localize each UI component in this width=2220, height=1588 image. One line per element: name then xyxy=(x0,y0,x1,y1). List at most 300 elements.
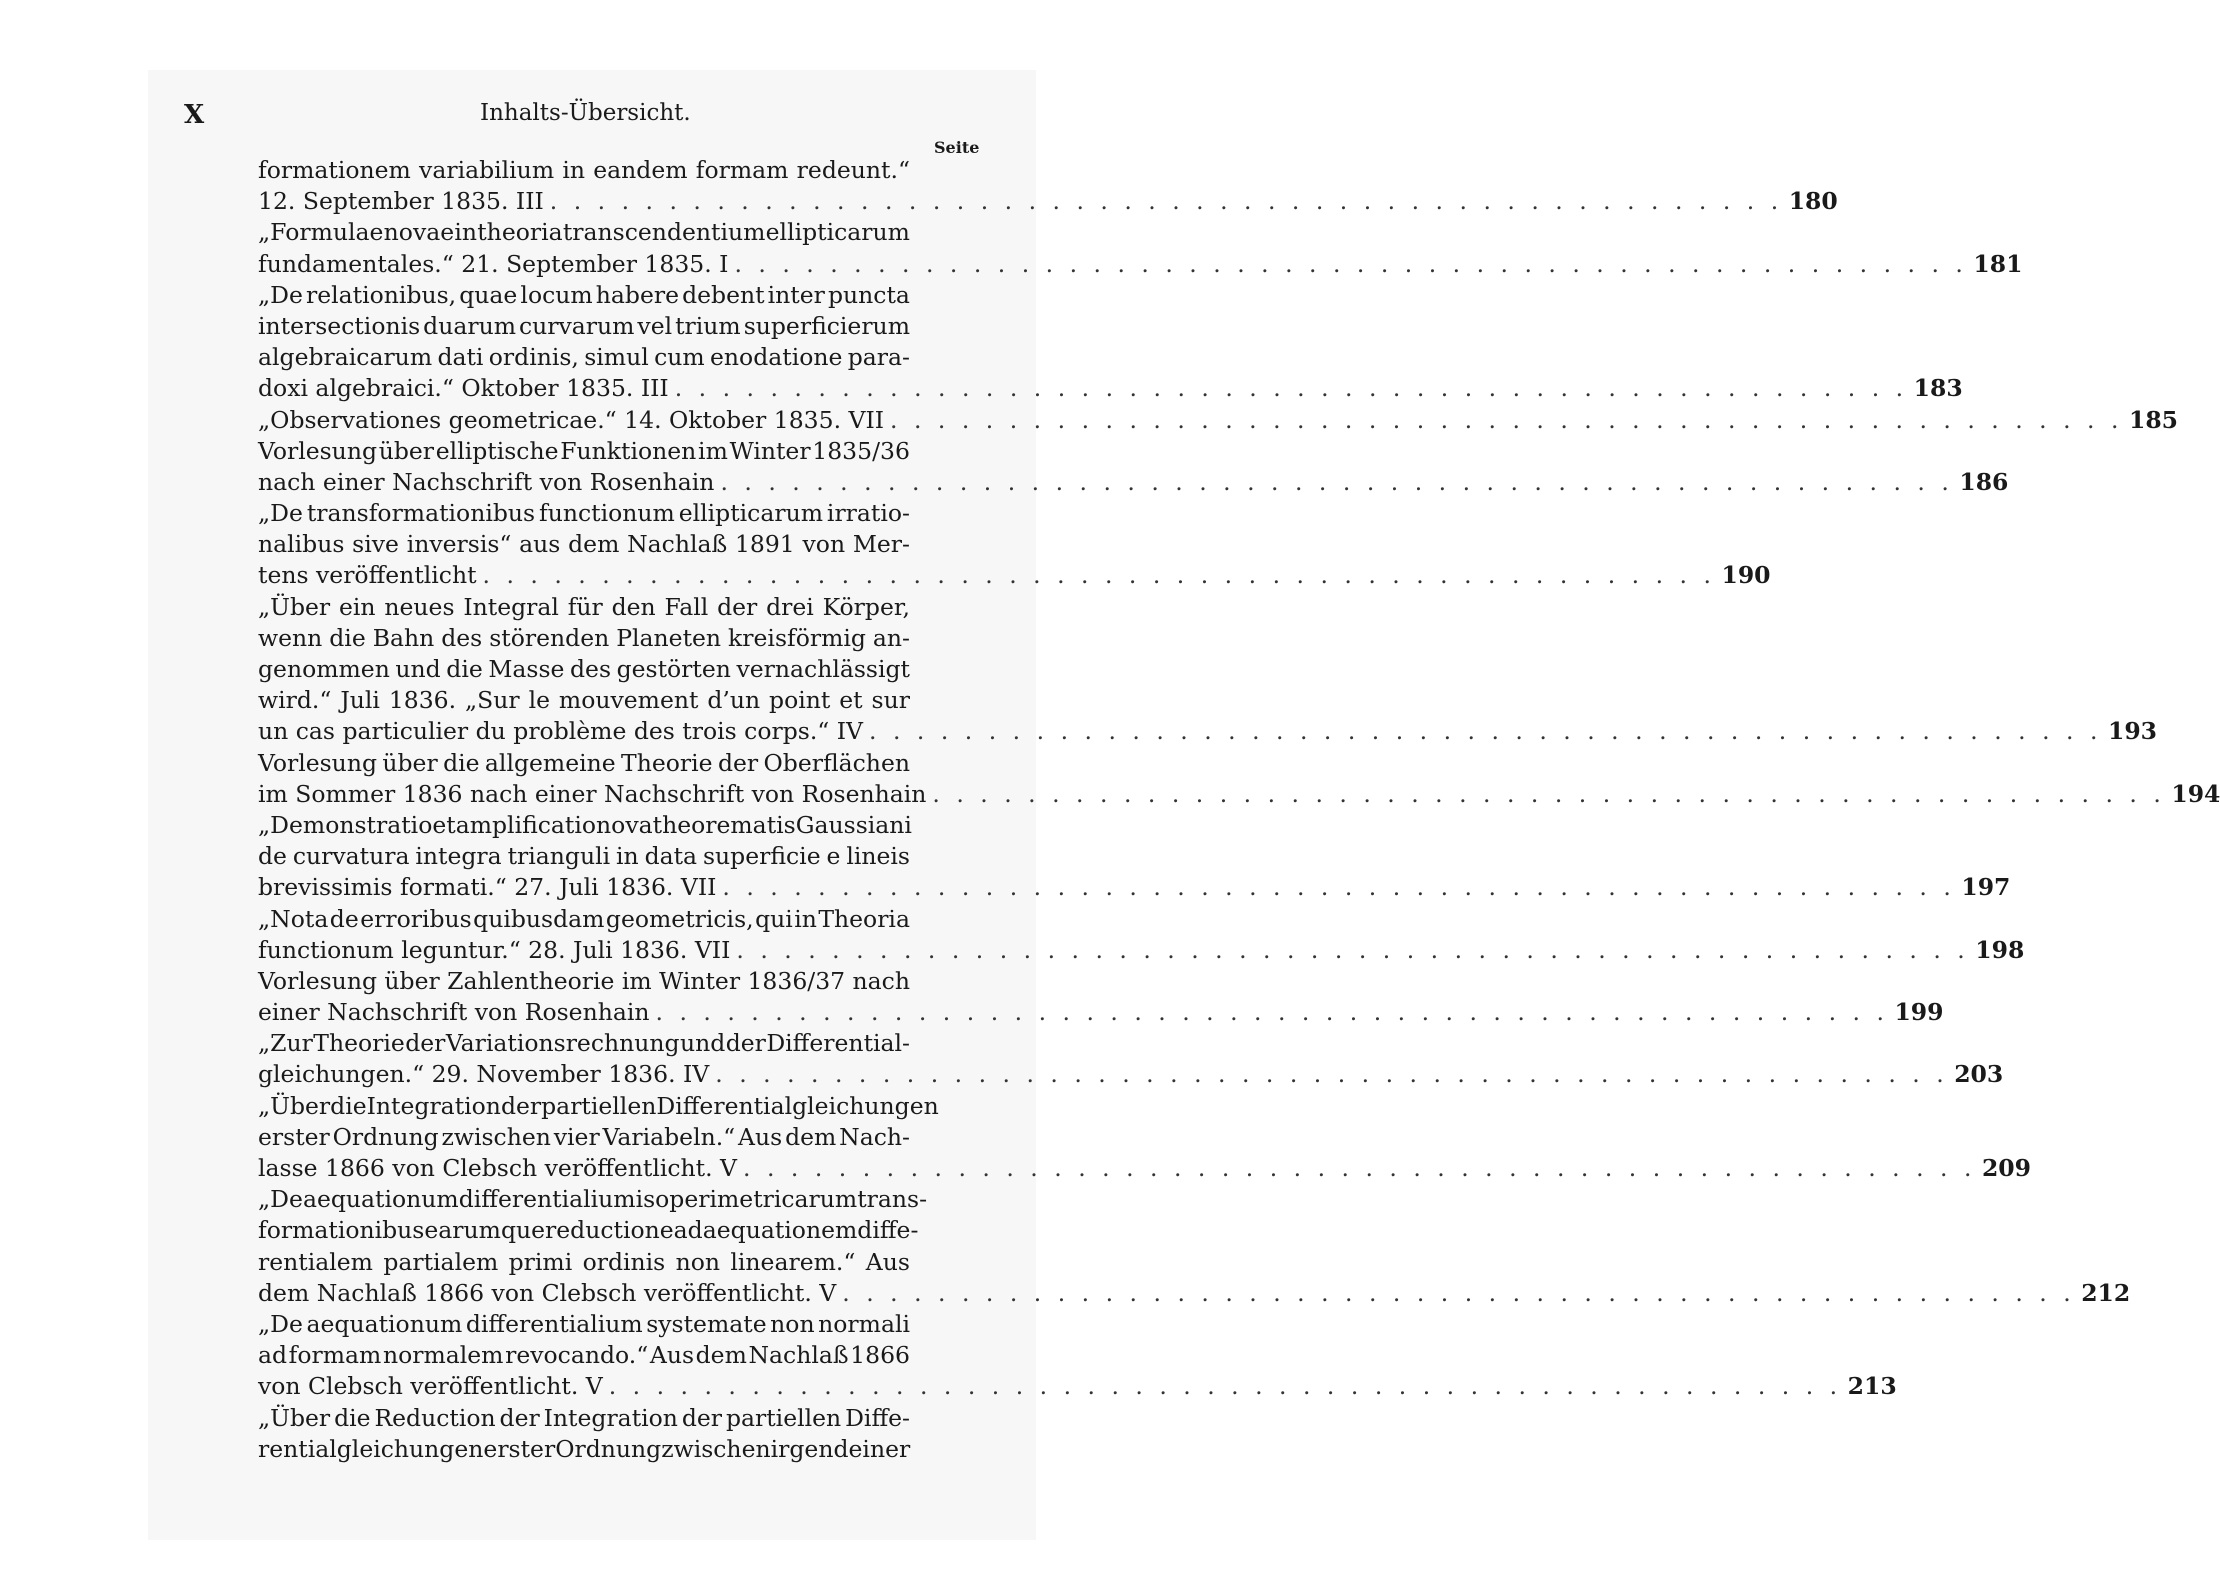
toc-word: Masse xyxy=(488,655,565,683)
toc-word: isoperimetricarum xyxy=(635,1185,858,1214)
toc-word: die xyxy=(334,1403,371,1432)
toc-line xyxy=(258,1247,910,1278)
toc-page-number: 198 xyxy=(1975,935,2025,964)
toc-word: ordinis xyxy=(582,1247,666,1276)
toc-entry xyxy=(258,1091,2032,1185)
toc-word: neues xyxy=(384,592,455,621)
toc-word: allgemeine xyxy=(484,748,616,777)
toc-word: novae xyxy=(383,218,455,247)
toc-word: Gaussiani xyxy=(795,810,912,839)
toc-word: „Demonstratio xyxy=(258,810,433,839)
toc-entry-last-line xyxy=(258,249,2023,280)
toc-word: intersectionis xyxy=(258,311,421,340)
toc-word: störenden xyxy=(489,623,610,652)
page-column-label: Seite xyxy=(934,138,980,157)
toc-page-number: 212 xyxy=(2081,1278,2131,1307)
toc-word: Integration xyxy=(366,1091,501,1120)
dot-leader xyxy=(716,872,1961,903)
toc-entry xyxy=(258,1028,2004,1090)
toc-entry-last-line xyxy=(258,186,1838,217)
toc-word: „De xyxy=(258,280,303,309)
toc-word: Vorlesung xyxy=(258,436,377,465)
toc-page-number: 181 xyxy=(1973,249,2023,278)
toc-word: Funktionen xyxy=(560,436,697,465)
dot-leader xyxy=(863,716,2108,747)
toc-word: duarum xyxy=(423,311,516,340)
toc-word: transcendentium xyxy=(562,218,766,247)
toc-entry xyxy=(258,280,1963,405)
toc-word: de xyxy=(258,842,287,871)
toc-word: Reduction xyxy=(374,1403,496,1432)
toc-entry xyxy=(258,1403,963,1465)
toc-word: „De xyxy=(258,1185,303,1214)
toc-word: „Über xyxy=(258,1091,331,1120)
toc-line-text: nach einer Nachschrift von Rosenhain xyxy=(258,467,715,496)
toc-word: in xyxy=(794,904,817,933)
toc-word: partiellen xyxy=(541,1091,657,1120)
toc-line-text: doxi algebraici.“ Oktober 1835. III xyxy=(258,374,669,403)
toc-line xyxy=(258,436,910,467)
toc-line-text: 12. September 1835. III xyxy=(258,187,544,216)
dot-leader xyxy=(714,467,1959,498)
toc-word: point xyxy=(769,686,831,715)
table-of-contents xyxy=(258,155,2220,1465)
toc-word: inter xyxy=(767,280,825,309)
toc-page-number: 180 xyxy=(1788,187,1838,216)
toc-entry-last-line xyxy=(258,1153,2032,1184)
toc-word: Nach- xyxy=(839,1122,910,1151)
toc-word: 1836. xyxy=(388,686,457,715)
toc-word: Körper, xyxy=(822,592,910,621)
toc-word: über xyxy=(384,966,440,995)
toc-word: einer xyxy=(848,1434,911,1463)
toc-word: dati xyxy=(437,343,484,372)
toc-word: Fall xyxy=(664,592,709,621)
toc-word: 1836/37 xyxy=(747,966,846,995)
toc-word: differentialium xyxy=(458,1185,636,1214)
toc-word: Vorlesung xyxy=(258,966,377,995)
toc-word: kreisförmig xyxy=(728,623,866,652)
toc-line xyxy=(258,592,910,623)
toc-line xyxy=(258,966,910,997)
toc-word: vier xyxy=(553,1122,600,1151)
toc-word: nach xyxy=(852,966,910,995)
toc-line xyxy=(258,810,910,841)
toc-line-text: functionum leguntur.“ 28. Juli 1836. VII xyxy=(258,935,731,964)
toc-word: Theorie xyxy=(313,1029,405,1058)
toc-word: Winter xyxy=(729,436,811,465)
toc-word: Nachlaß xyxy=(748,1341,849,1370)
toc-word: wird.“ xyxy=(258,686,332,715)
toc-word: aequationem xyxy=(702,1216,858,1245)
toc-entry-last-line xyxy=(258,872,2011,903)
toc-line xyxy=(258,155,910,186)
toc-word: nova xyxy=(596,810,653,839)
toc-word: integra xyxy=(415,842,502,871)
toc-word: 1835/36 xyxy=(812,436,910,465)
toc-word: 1866 xyxy=(850,1341,910,1370)
toc-entry-last-line xyxy=(258,779,2220,810)
toc-word: im xyxy=(698,436,728,465)
toc-word: „Formulae xyxy=(258,218,384,247)
toc-word: Winter xyxy=(659,966,741,995)
toc-word: „Sur xyxy=(465,686,520,715)
toc-word: in xyxy=(616,842,639,871)
toc-word: normali xyxy=(818,1309,910,1338)
toc-line xyxy=(258,498,910,529)
toc-word: Aus xyxy=(649,1341,695,1370)
toc-word: ein xyxy=(338,592,376,621)
toc-entry-last-line xyxy=(258,1059,2004,1090)
toc-word: Theoria xyxy=(818,904,910,933)
toc-word: elliptische xyxy=(435,436,559,465)
toc-word: erroribus xyxy=(360,904,472,933)
toc-word: im xyxy=(621,966,652,995)
toc-word: curvatura xyxy=(292,842,410,871)
toc-word: Nachlaß xyxy=(627,530,728,559)
toc-word: der xyxy=(405,1029,446,1058)
toc-word: dem xyxy=(695,1341,747,1370)
toc-line xyxy=(258,1403,910,1434)
toc-word: ellipticarum xyxy=(765,218,910,247)
toc-word: algebraicarum xyxy=(258,343,433,372)
toc-word: partiellen xyxy=(725,1403,842,1432)
toc-page-number: 213 xyxy=(1847,1372,1897,1401)
toc-line xyxy=(258,1340,910,1371)
dot-leader xyxy=(728,249,1973,280)
dot-leader xyxy=(603,1371,1848,1402)
toc-word: „De xyxy=(258,1309,303,1338)
toc-word: superficierum xyxy=(743,311,910,340)
toc-word: transformationibus xyxy=(306,499,536,528)
dot-leader xyxy=(544,186,1789,217)
toc-word: formam xyxy=(695,156,789,184)
toc-word: trianguli xyxy=(507,842,611,871)
toc-line-text: einer Nachschrift von Rosenhain xyxy=(258,998,650,1027)
toc-word: Differential- xyxy=(766,1029,910,1058)
toc-entry xyxy=(258,155,1838,217)
toc-word: 1891 xyxy=(734,530,795,559)
toc-word: superficie xyxy=(702,842,821,871)
toc-line xyxy=(258,748,910,779)
toc-page-number: 190 xyxy=(1721,561,1771,590)
toc-word: sive xyxy=(352,530,399,559)
toc-word: Variationsrechnung xyxy=(445,1029,680,1058)
toc-line xyxy=(258,904,910,935)
toc-word: zwischen xyxy=(661,1434,771,1463)
toc-word: Aus xyxy=(865,1247,910,1276)
toc-word: nalibus xyxy=(258,530,345,559)
toc-word: Bahn xyxy=(372,623,435,652)
toc-word: differentialium xyxy=(465,1309,643,1338)
toc-word: earumque xyxy=(424,1216,546,1245)
toc-line xyxy=(258,654,910,685)
toc-word: formationibus xyxy=(258,1216,425,1245)
toc-page-number: 194 xyxy=(2171,779,2220,808)
toc-word: aequationum xyxy=(302,1185,459,1214)
toc-entry xyxy=(258,1184,2131,1309)
toc-entry-last-line xyxy=(258,997,1944,1028)
toc-line-text: dem Nachlaß 1866 von Clebsch veröffentlicht. V xyxy=(258,1278,837,1307)
toc-word: d’un xyxy=(707,686,761,715)
toc-line xyxy=(258,1122,910,1153)
toc-word: variabilium xyxy=(419,156,555,184)
toc-page-number: 209 xyxy=(1981,1154,2032,1182)
toc-word: Planeten xyxy=(616,623,722,652)
toc-word: trans- xyxy=(857,1185,928,1214)
toc-word: in xyxy=(454,218,478,247)
toc-word: „Über xyxy=(258,1403,331,1432)
toc-line xyxy=(258,685,910,716)
toc-word: „De xyxy=(258,499,303,528)
toc-word: erster xyxy=(483,1434,556,1463)
toc-word: vernachlässigt xyxy=(736,655,910,683)
toc-line-text: tens veröffentlicht xyxy=(258,561,477,590)
toc-word: trium xyxy=(675,311,741,340)
dot-leader xyxy=(836,1278,2081,1309)
toc-word: über xyxy=(378,436,435,465)
toc-word: Differentialgleichungen xyxy=(656,1091,939,1120)
dot-leader xyxy=(926,779,2171,810)
toc-line-text: fundamentales.“ 21. September 1835. I xyxy=(258,249,729,278)
toc-page-number: 183 xyxy=(1913,374,1963,403)
toc-entry xyxy=(258,592,2158,748)
toc-word: ad xyxy=(673,1216,703,1245)
toc-word: debent xyxy=(682,280,765,309)
toc-word: zwischen xyxy=(441,1122,551,1151)
toc-line-text: gleichungen.“ 29. November 1836. IV xyxy=(258,1060,710,1089)
toc-word: lineis xyxy=(846,842,910,871)
toc-word: le xyxy=(528,686,550,715)
toc-entry xyxy=(258,436,2009,498)
toc-entry-last-line xyxy=(258,1278,2131,1309)
toc-word: inversis“ xyxy=(406,530,512,559)
toc-word: irgend xyxy=(770,1434,849,1463)
toc-line-text: brevissimis formati.“ 27. Juli 1836. VII xyxy=(258,873,717,902)
toc-line-text: von Clebsch veröffentlicht. V xyxy=(258,1372,603,1401)
toc-word: der xyxy=(499,1403,540,1432)
toc-word: Zahlentheorie xyxy=(447,966,615,995)
toc-word: functionum xyxy=(539,499,675,528)
toc-page-number: 203 xyxy=(1954,1060,2004,1089)
toc-word: simul xyxy=(584,343,649,372)
dot-leader xyxy=(730,935,1975,966)
dot-leader xyxy=(669,373,1914,404)
toc-line xyxy=(258,217,910,248)
toc-word: ad xyxy=(258,1341,288,1370)
dot-leader xyxy=(477,560,1722,591)
toc-entry xyxy=(258,810,2011,904)
dot-leader xyxy=(737,1153,1982,1184)
toc-word: rentialem xyxy=(258,1247,373,1276)
toc-word: der xyxy=(717,748,759,777)
toc-word: theorematis xyxy=(652,810,796,839)
toc-entry xyxy=(258,904,2025,966)
toc-word: Ordnung xyxy=(332,1122,439,1151)
toc-word: redeunt.“ xyxy=(796,156,910,184)
toc-word: partialem xyxy=(383,1247,499,1276)
toc-entry xyxy=(258,498,1771,592)
toc-word: enodatione xyxy=(710,343,843,372)
toc-word: die xyxy=(443,748,480,777)
toc-line xyxy=(258,623,910,654)
toc-word: wenn xyxy=(258,623,323,652)
toc-word: systemate xyxy=(646,1309,767,1338)
toc-word: Ordnung xyxy=(555,1434,662,1463)
toc-word: aus xyxy=(519,530,561,559)
toc-entry-last-line xyxy=(258,716,2158,747)
toc-word: mouvement xyxy=(558,686,699,715)
toc-line xyxy=(258,841,910,872)
toc-line xyxy=(258,1434,910,1465)
toc-word: der xyxy=(681,1403,723,1432)
toc-word: Variabeln.“ xyxy=(602,1122,736,1151)
toc-line xyxy=(258,1091,939,1122)
dot-leader xyxy=(650,997,1895,1028)
toc-word: et xyxy=(432,810,456,839)
toc-word: aequationum xyxy=(306,1309,463,1338)
toc-word: des xyxy=(570,655,612,683)
toc-word: und xyxy=(680,1029,726,1058)
toc-word: puncta xyxy=(827,280,910,309)
toc-word: relationibus, xyxy=(306,280,457,309)
toc-word: de xyxy=(329,904,359,933)
toc-word: Oberflächen xyxy=(763,748,910,777)
toc-word: „Über xyxy=(258,592,331,621)
toc-word: qui xyxy=(755,904,793,933)
toc-entry-last-line xyxy=(258,467,2009,498)
toc-word: Mer- xyxy=(852,530,910,559)
toc-word: des xyxy=(441,623,483,652)
toc-entry xyxy=(258,966,1944,1028)
toc-word: der xyxy=(717,592,758,621)
toc-word: drei xyxy=(766,592,814,621)
toc-word: über xyxy=(382,748,438,777)
toc-word: Juli xyxy=(340,686,380,715)
toc-word: formationem xyxy=(258,156,411,184)
toc-word: theoria xyxy=(477,218,563,247)
toc-word: ordinis, xyxy=(488,343,579,372)
toc-word: Integration xyxy=(543,1403,678,1432)
toc-entry-last-line xyxy=(258,560,1771,591)
toc-word: quibusdam xyxy=(473,904,605,933)
toc-word: erster xyxy=(258,1122,330,1151)
toc-page-number: 199 xyxy=(1894,998,1944,1027)
toc-line xyxy=(258,280,910,311)
toc-entry xyxy=(258,1309,1897,1403)
toc-word: rentialgleichungen xyxy=(258,1434,484,1463)
toc-word: die xyxy=(329,623,366,652)
toc-word: formam xyxy=(288,1341,382,1370)
toc-word: primi xyxy=(508,1247,573,1276)
toc-word: linearem.“ xyxy=(730,1247,856,1276)
toc-word: reductione xyxy=(545,1216,674,1245)
dot-leader xyxy=(884,405,2129,436)
toc-word: curvarum xyxy=(518,311,635,340)
toc-word: sur xyxy=(871,686,910,715)
toc-word: Theorie xyxy=(621,748,713,777)
toc-word: die xyxy=(446,655,483,683)
toc-page-number: 193 xyxy=(2107,717,2158,746)
page-number: X xyxy=(184,100,206,130)
toc-line xyxy=(258,311,910,342)
toc-word: die xyxy=(330,1091,367,1120)
toc-line xyxy=(258,1215,919,1246)
toc-word: amplificatio xyxy=(455,810,597,839)
toc-word: irratio- xyxy=(826,499,910,528)
toc-word: für xyxy=(567,592,603,621)
toc-line-text: im Sommer 1836 nach einer Nachschrift von Rosenhain xyxy=(258,779,927,808)
toc-word: vel xyxy=(637,311,673,340)
toc-line xyxy=(258,1184,928,1215)
toc-word: und xyxy=(395,655,441,683)
toc-word: et xyxy=(839,686,863,715)
toc-word: geometricis, xyxy=(605,904,754,933)
toc-word: e xyxy=(826,842,841,871)
toc-line xyxy=(258,529,910,560)
toc-word: non xyxy=(770,1309,815,1338)
toc-word: den xyxy=(611,592,656,621)
toc-word: Vorlesung xyxy=(258,748,377,777)
toc-word: dem xyxy=(785,1122,837,1151)
toc-page-number: 186 xyxy=(1959,467,2009,496)
toc-entry-last-line xyxy=(258,935,2025,966)
toc-entry xyxy=(258,217,2023,279)
toc-word: der xyxy=(500,1091,542,1120)
toc-page-number: 185 xyxy=(2128,405,2179,434)
toc-word: eandem xyxy=(593,156,688,184)
toc-entry-last-line xyxy=(258,405,2179,436)
toc-line xyxy=(258,342,910,373)
toc-word: normalem xyxy=(382,1341,504,1370)
dot-leader xyxy=(709,1059,1954,1090)
toc-word: von xyxy=(802,530,846,559)
toc-word: der xyxy=(725,1029,766,1058)
toc-word: Integral xyxy=(463,592,559,621)
toc-word: gestörten xyxy=(616,655,731,683)
toc-line-text: „Observationes geometricae.“ 14. Oktober 1835. VII xyxy=(258,405,885,434)
toc-word: para- xyxy=(847,343,910,372)
toc-word: Aus xyxy=(738,1122,783,1151)
toc-word: habere xyxy=(595,280,679,309)
toc-entry-last-line xyxy=(258,1371,1897,1402)
toc-page-number: 197 xyxy=(1961,873,2011,902)
toc-word: Diffe- xyxy=(845,1403,910,1432)
toc-word: dem xyxy=(568,530,620,559)
toc-line xyxy=(258,1309,910,1340)
toc-word: diffe- xyxy=(857,1216,919,1245)
toc-line xyxy=(258,1028,910,1059)
toc-entry xyxy=(258,748,2220,810)
toc-word: cum xyxy=(654,343,705,372)
toc-word: data xyxy=(644,842,698,871)
toc-word: ellipticarum xyxy=(678,499,824,528)
toc-word: revocando.“ xyxy=(505,1341,649,1370)
toc-word: locum xyxy=(520,280,593,309)
running-title: Inhalts-Übersicht. xyxy=(480,100,691,126)
toc-line-text: un cas particulier du problème des trois corps.“ IV xyxy=(258,717,864,746)
toc-entry-last-line xyxy=(258,373,1963,404)
toc-word: genommen xyxy=(258,655,390,683)
toc-word: „Zur xyxy=(258,1029,313,1058)
toc-word: quae xyxy=(459,280,518,309)
toc-entry xyxy=(258,405,2179,436)
toc-word: an- xyxy=(872,623,910,652)
toc-word: non xyxy=(675,1247,721,1276)
toc-word: „Nota xyxy=(258,904,329,933)
toc-line-text: lasse 1866 von Clebsch veröffentlicht. V xyxy=(258,1154,738,1182)
toc-word: in xyxy=(562,156,585,184)
